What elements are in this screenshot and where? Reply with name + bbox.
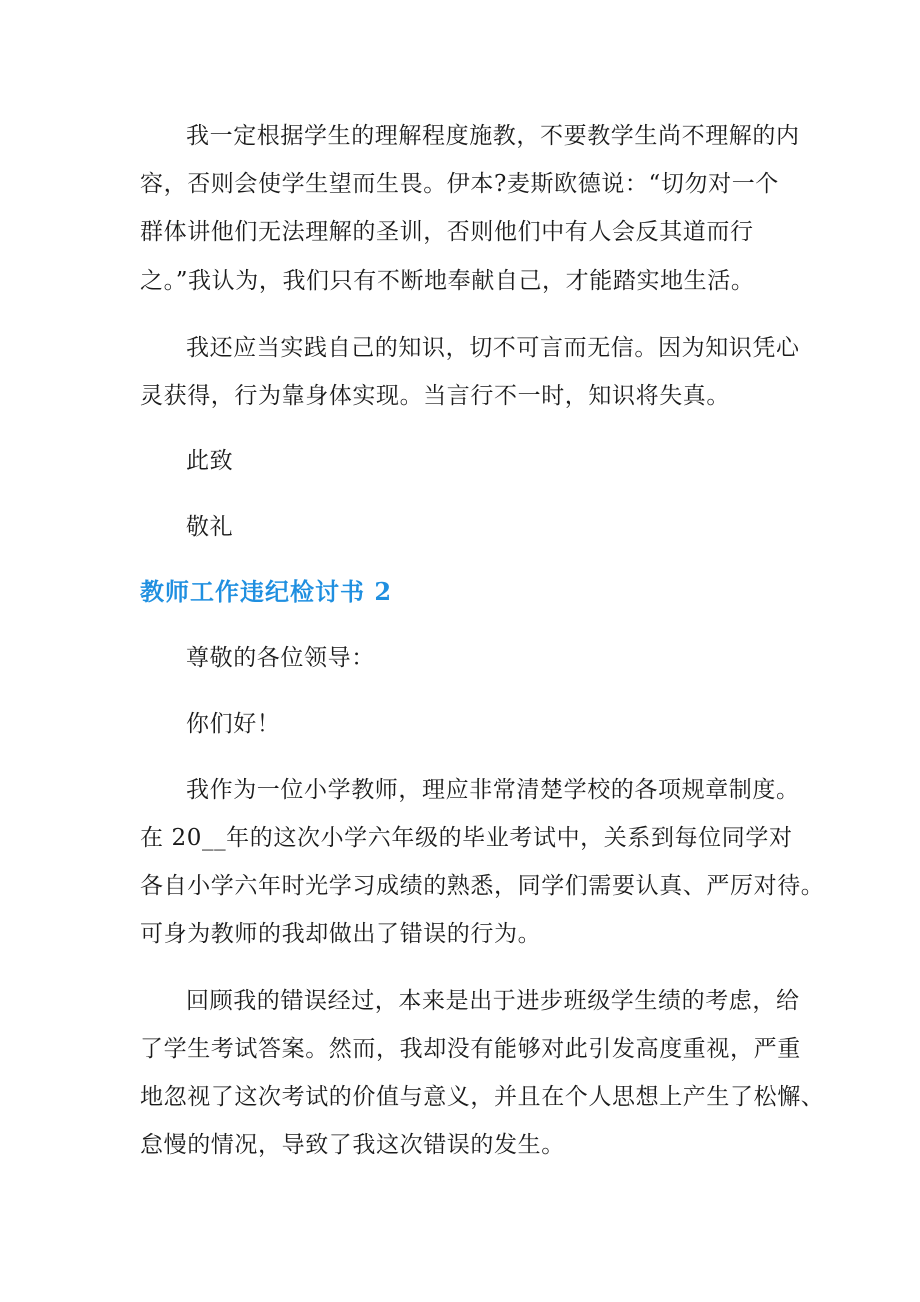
section2-paragraph-2-line-4: 怠慢的情况，导致了我这次错误的发生。 bbox=[140, 1132, 565, 1158]
paragraph-2-line-2: 灵获得，行为靠身体实现。当言行不一时，知识将失真。 bbox=[140, 383, 730, 409]
closing-regards: 敬礼 bbox=[186, 514, 234, 540]
section2-paragraph-1-line-3: 各自小学六年时光学习成绩的熟悉，同学们需要认真、严厉对待。 bbox=[140, 873, 825, 899]
paragraph-1-line-3: 群体讲他们无法理解的圣训，否则他们中有人会反其道而行 bbox=[140, 219, 754, 245]
paragraph-1-line-1: 我一定根据学生的理解程度施教，不要教学生尚不理解的内 bbox=[186, 123, 800, 149]
section2-paragraph-2-line-1: 回顾我的错误经过，本来是出于进步班级学生绩的考虑，给 bbox=[186, 988, 800, 1014]
paragraph-2-line-1: 我还应当实践自己的知识，切不可言而无信。因为知识凭心 bbox=[186, 335, 800, 361]
section-heading: 教师工作违纪检讨书 2 bbox=[140, 577, 393, 606]
greeting-recipients: 尊敬的各位领导： bbox=[186, 645, 375, 671]
section2-paragraph-2-line-2: 了学生考试答案。然而，我却没有能够对此引发高度重视，严重 bbox=[140, 1036, 801, 1062]
closing-salutation: 此致 bbox=[186, 448, 234, 474]
section2-paragraph-1-line-4: 可身为教师的我却做出了错误的行为。 bbox=[140, 921, 542, 947]
paragraph-1-line-2: 容，否则会使学生望而生畏。伊本?麦斯欧德说：“切勿对一个 bbox=[140, 171, 779, 197]
paragraph-1-line-4: 之。”我认为，我们只有不断地奉献自己，才能踏实地生活。 bbox=[140, 268, 755, 294]
section2-paragraph-2-line-3: 地忽视了这次考试的价值与意义，并且在个人思想上产生了松懈、 bbox=[140, 1084, 825, 1110]
greeting-hello: 你们好！ bbox=[186, 711, 281, 737]
section2-paragraph-1-line-1: 我作为一位小学教师，理应非常清楚学校的各项规章制度。 bbox=[186, 777, 800, 803]
section2-paragraph-1-line-2: 在 20__年的这次小学六年级的毕业考试中，关系到每位同学对 bbox=[140, 825, 793, 851]
